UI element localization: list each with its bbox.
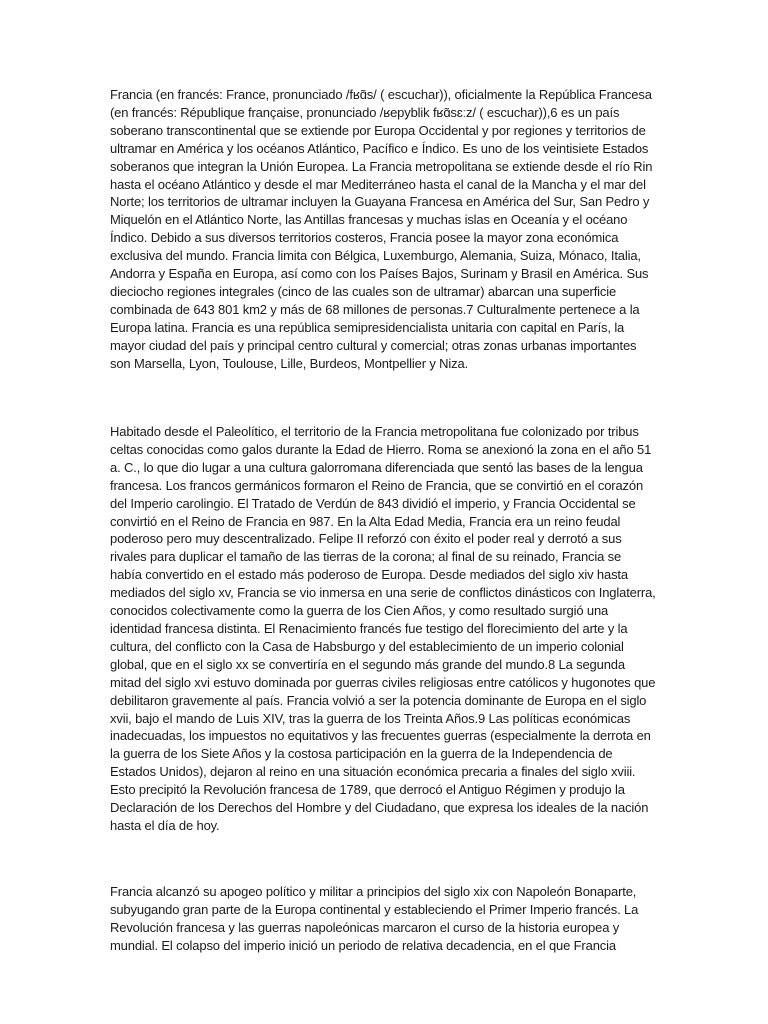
paragraph-france-napoleon: Francia alcanzó su apogeo político y militar a principios del siglo xix con Napoleón Bonaparte, subyugando gran parte de la Europa continental y estableciendo el Primer Imperio francés. La Revolución francesa y las guerras napoleónicas marcaron el curso de la historia europea y mundial. El colapso del imperio inició un periodo de relativa decadencia, en el que Francia [110,884,639,953]
paragraph-france-overview: Francia (en francés: France, pronunciado /fʁɑ̃s/ ( escuchar)), oficialmente la República Francesa (en francés: République française, pronunciado /ʁepyblik fʁɑ̃sɛːz/ ( escuchar)),6 es un país soberano transcontinental que se extiende por Europa Occidental y por regiones y territorios de ultramar en América y los océanos Atlántico, Pacífico e Índico. Es uno de los veintisiete Estados soberanos que integran la Unión Europea. La Francia metropolitana se extiende desde el río Rin hasta el océano Atlántico y desde el mar Mediterráneo hasta el canal de la Mancha y el mar del Norte; los territorios de ultramar incluyen la Guayana Francesa en América del Sur, San Pedro y Miquelón en el Atlántico Norte, las Antillas francesas y muchas islas en Oceanía y el océano Índico. Debido a sus diversos territorios costeros, Francia posee la mayor zona económica exclusiva del mundo. Francia limita con Bélgica, Luxemburgo, Alemania, Suiza, Mónaco, Italia, Andorra y España en Europa, así como con los Países Bajos, Surinam y Brasil en América. Sus dieciocho regiones integrales (cinco de las cuales son de ultramar) abarcan una superficie combinada de 643 801 km2 y más de 68 millones de personas.7 Culturalmente pertenece a la Europa latina. Francia es una república semipresidencialista unitaria con capital en París, la mayor ciudad del país y principal centro cultural y comercial; otras zonas urbanas importantes son Marsella, Lyon, Toulouse, Lille, Burdeos, Montpellier y Niza. [110,87,653,371]
paragraph-france-history: Habitado desde el Paleolítico, el territorio de la Francia metropolitana fue colonizado por tribus celtas conocidas como galos durante la Edad de Hierro. Roma se anexionó la zona en el año 51 a. C., lo que dio lugar a una cultura galorromana diferenciada que sentó las bases de la lengua francesa. Los francos germánicos formaron el Reino de Francia, que se convirtió en el corazón del Imperio carolingio. El Tratado de Verdún de 843 dividió el imperio, y Francia Occidental se convirtió en el Reino de Francia en 987. En la Alta Edad Media, Francia era un reino feudal poderoso pero muy descentralizado. Felipe II reforzó con éxito el poder real y derrotó a sus rivales para duplicar el tamaño de las tierras de la corona; al final de su reinado, Francia se había convertido en el estado más poderoso de Europa. Desde mediados del siglo xiv hasta mediados del siglo xv, Francia se vio inmersa en una serie de conflictos dinásticos con Inglaterra, conocidos colectivamente como la guerra de los Cien Años, y como resultado surgió una identidad francesa distinta. El Renacimiento francés fue testigo del florecimiento del arte y la cultura, del conflicto con la Casa de Habsburgo y del establecimiento de un imperio colonial global, que en el siglo xx se convertiría en el segundo más grande del mundo.8 La segunda mitad del siglo xvi estuvo dominada por guerras civiles religiosas entre católicos y hugonotes que debilitaron gravemente al país. Francia volvió a ser la potencia dominante de Europa en el siglo xvii, bajo el mando de Luis XIV, tras la guerra de los Treinta Años.9 Las políticas económicas inadecuadas, los impuestos no equitativos y las frecuentes guerras (especialmente la derrota en la guerra de los Siete Años y la costosa participación en la guerra de la Independencia de Estados Unidos), dejaron al reino en una situación económica precaria a finales del siglo xviii. Esto precipitó la Revolución francesa de 1789, que derrocó el Antiguo Régimen y produjo la Declaración de los Derechos del Hombre y del Ciudadano, que expresa los ideales de la nación hasta el día de hoy. [110,424,656,833]
